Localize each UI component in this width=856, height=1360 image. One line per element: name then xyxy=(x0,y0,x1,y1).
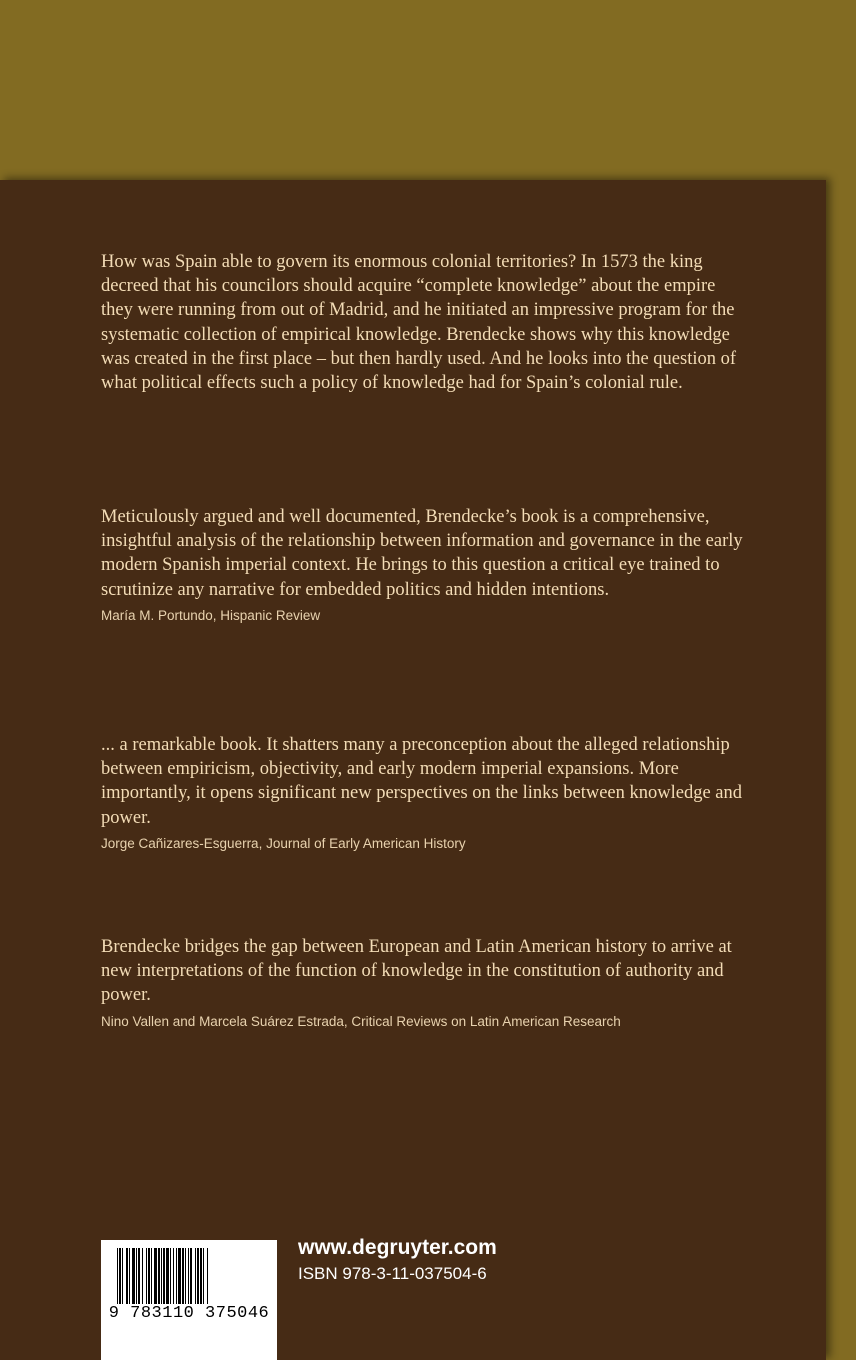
review-source: Nino Vallen and Marcela Suárez Estrada, Critical Reviews on Latin American Research xyxy=(101,1013,621,1029)
isbn-barcode xyxy=(101,1240,277,1360)
barcode-bar xyxy=(176,1248,177,1304)
barcode-bar xyxy=(170,1248,171,1304)
barcode-bar xyxy=(126,1248,128,1304)
barcode-bar xyxy=(158,1248,160,1304)
barcode-bars xyxy=(117,1248,261,1304)
barcode-bar xyxy=(138,1248,140,1304)
description-text: How was Spain able to govern its enormous colonial territories? In 1573 the king decreed that his councilors should acquire “complete knowledge” about the empire they were running from out of Madrid, and he initiated an impressive program for the systematic collection of empirical knowledge. Brendecke shows why this knowledge was created in the first place – but then hardly used. And he looks into the question of what political effects such a policy of knowledge had for Spain’s colonial rule. xyxy=(101,252,737,394)
review-source: Jorge Cañizares-Esguerra, Journal of Early American History xyxy=(101,835,466,851)
barcode-bar xyxy=(207,1248,208,1304)
barcode-digits: 9 783110 375046 xyxy=(108,1304,270,1323)
barcode-bar xyxy=(117,1248,118,1304)
isbn-text: ISBN 978-3-11-037504-6 xyxy=(298,1264,487,1283)
review-quote: Brendecke bridges the gap between European and Latin American history to arrive at new interpretations of the function of knowledge in the constitution of authority and power. xyxy=(101,937,732,1006)
barcode-bar xyxy=(166,1248,169,1304)
review-2 xyxy=(101,733,751,853)
barcode-bar xyxy=(188,1248,189,1304)
barcode-bar xyxy=(161,1248,162,1304)
barcode-bar xyxy=(200,1248,202,1304)
barcode-bar xyxy=(146,1248,147,1304)
barcode-bar xyxy=(142,1248,143,1304)
barcode-bar xyxy=(151,1248,152,1304)
barcode-bar xyxy=(132,1248,135,1304)
barcode-bar xyxy=(197,1248,199,1304)
barcode-bar xyxy=(178,1248,181,1304)
review-quote: ... a remarkable book. It shatters many a preconception about the alleged relationship between empiricism, objectivity, and early modern imperial expansions. More importantly, it opens significant new perspectives on the links between knowledge and power. xyxy=(101,735,743,828)
barcode-bar xyxy=(122,1248,123,1304)
barcode-bar xyxy=(182,1248,184,1304)
book-description xyxy=(101,250,751,395)
barcode-bar xyxy=(154,1248,157,1304)
review-1 xyxy=(101,505,751,625)
review-3 xyxy=(101,935,751,1031)
barcode-bar xyxy=(203,1248,204,1304)
barcode-bar xyxy=(129,1248,130,1304)
barcode-bar xyxy=(119,1248,121,1304)
barcode-bar xyxy=(195,1248,196,1304)
barcode-bar xyxy=(173,1248,174,1304)
review-source: María M. Portundo, Hispanic Review xyxy=(101,607,321,623)
barcode-bar xyxy=(185,1248,186,1304)
review-quote: Meticulously argued and well documented, Brendecke’s book is a comprehensive, insightful analysis of the relationship between information and governance in the early modern Spanish imperial context. He brings to this question a critical eye trained to scrutinize any narrative for embedded politics and hidden intentions. xyxy=(101,507,743,600)
barcode-bar xyxy=(148,1248,150,1304)
publisher-website[interactable]: www.degruyter.com xyxy=(298,1236,497,1259)
barcode-bar xyxy=(163,1248,165,1304)
barcode-bar xyxy=(190,1248,192,1304)
barcode-bar xyxy=(136,1248,137,1304)
